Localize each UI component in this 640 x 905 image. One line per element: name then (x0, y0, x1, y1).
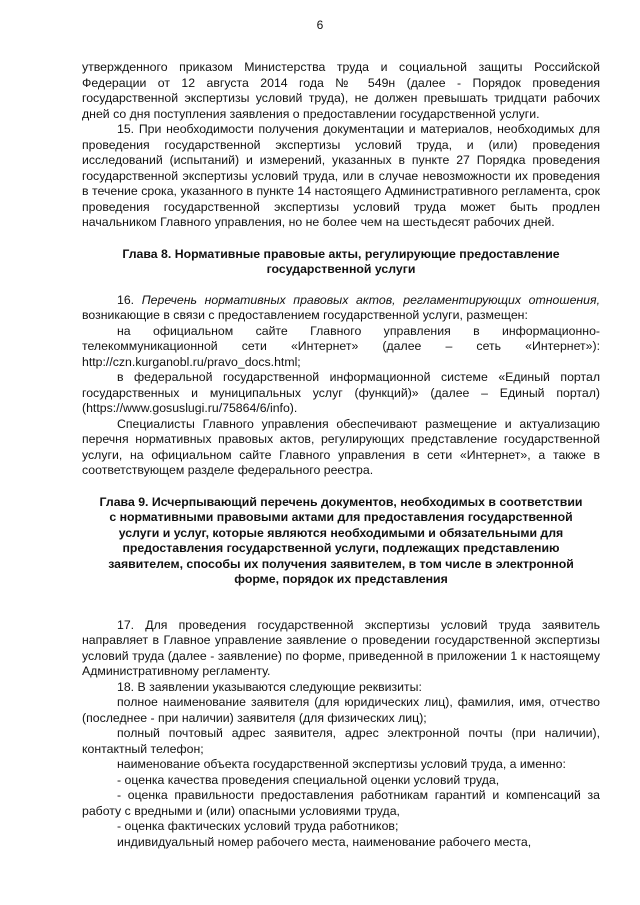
paragraph-16-rest: возникающие в связи с предоставлением государственной услуги, размещен: (82, 308, 528, 322)
paragraph-15: 15. При необходимости получения документации и материалов, необходимых для проведения государственной экспертизы условий труда, и (или) проведения исследований (испытаний) и измерений, указанных в пункте 27 Порядка проведения государственной экспертизы условий труда, или в случае невозможности их проведения в течение срока, указанного в пункте 14 настоящего Административного регламента, срок проведения государственной экспертизы условий труда может быть продлен начальником Главного управления, но не более чем на шестьдесят рабочих дней. (82, 122, 600, 229)
requisite-address: полный почтовый адрес заявителя, адрес электронной почты (при наличии), контактный телефон; (82, 726, 600, 756)
requisite-workplace-number: индивидуальный номер рабочего места, наименование рабочего места, (117, 834, 532, 849)
document-body (82, 60, 600, 850)
paragraph-16-official-site: на официальном сайте Главного управления в информационно-телекоммуникационной сети «Интернет» (далее – сеть «Интернет»): http://czn.kurganobl.ru/pravo_docs.html; (82, 323, 600, 369)
paragraph-16-specialists: Специалисты Главного управления обеспечивают размещение и актуализацию перечня нормативных правовых актов, регулирующих представление государственной услуги, на официальном сайте Главного управления в сети «Интернет», а также в соответствующем разделе федерального реестра. (82, 416, 600, 477)
list-item-actual-conditions: - оценка фактических условий труда работников; (117, 819, 399, 833)
chapter-8-heading: Глава 8. Нормативные правовые акты, регулирующие предоставление государственной услуги (122, 246, 560, 276)
requisite-object-name: наименование объекта государственной экспертизы условий труда, а именно: (117, 757, 566, 771)
paragraph-16-unified-portal: в федеральной государственной информационной системе «Единый портал государственных и муниципальных услуг (функций)» (далее – Единый портал) (https://www.gosuslugi.ru/75864/6/info). (82, 370, 600, 415)
paragraph-14-continuation: утвержденного приказом Министерства труда и социальной защиты Российской Федерации от 12 августа 2014 года № 549н (далее - Порядок проведения государственной экспертизы условий труда), не должен превышать тридцати рабочих дней со дня поступления заявления о предоставлении государственной услуги. (82, 60, 600, 121)
requisite-applicant-name: полное наименование заявителя (для юридических лиц), фамилия, имя, отчество (последнее - при наличии) заявителя (для физических лиц); (82, 695, 600, 725)
paragraph-16-italic: Перечень нормативных правовых актов, регламентирующих отношения, (141, 292, 600, 307)
paragraph-17: 17. Для проведения государственной экспертизы условий труда заявитель направляет в Главное управление заявление о проведении государственной экспертизы условий труда (далее - заявление) по форме, приведенной в приложении 1 к настоящему Административному регламенту. (82, 617, 600, 678)
page-number: 6 (316, 18, 324, 32)
paragraph-18: 18. В заявлении указываются следующие реквизиты: (117, 679, 422, 694)
chapter-9-heading: Глава 9. Исчерпывающий перечень документов, необходимых в соответствии с нормативными правовыми актами для предоставления государственной услуги и услуг, которые являются необходимыми и обязательными для предоставления государственной услуги, подлежащих представлению заявителем, способы их получения заявителем, в том числе в электронной форме, порядок их представления (99, 494, 583, 586)
paragraph-16: 16. Перечень нормативных правовых актов, регламентирующих отношения, возникающие в связи с предоставлением государственной услуги, размещен: (82, 292, 600, 322)
list-item-quality-assessment: - оценка качества проведения специальной оценки условий труда, (117, 772, 500, 787)
list-item-guarantees-assessment: - оценка правильности предоставления работникам гарантий и компенсаций за работу с вредными и (или) опасными условиями труда, (82, 788, 600, 818)
